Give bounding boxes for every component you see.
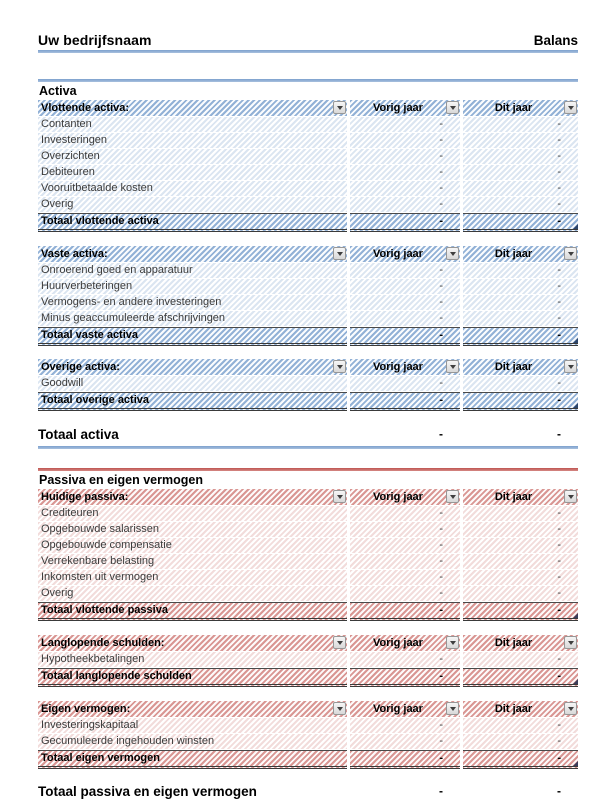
filter-button[interactable] (333, 702, 346, 715)
group-header-row (38, 489, 578, 505)
value-cell-dit-jaar[interactable]: - (463, 522, 578, 537)
account-row-label: Verrekenbare belasting (38, 554, 347, 569)
account-row-label: Overzichten (38, 149, 347, 164)
account-row (38, 133, 578, 148)
total-value-dit-jaar[interactable]: - (463, 602, 578, 621)
filter-dropdown-icon (337, 252, 343, 256)
value-cell-dit-jaar[interactable]: - (463, 586, 578, 601)
filter-dropdown-icon (337, 106, 343, 110)
column-header-vorig-jaar (350, 635, 460, 651)
account-row-label: Vooruitbetaalde kosten (38, 181, 347, 196)
value-cell-vorig-jaar[interactable]: - (350, 149, 460, 164)
column-header-vorig-jaar-label: Vorig jaar (373, 637, 423, 649)
account-group (38, 359, 578, 411)
column-header-dit-jaar (463, 635, 578, 651)
value-cell-vorig-jaar[interactable]: - (350, 522, 460, 537)
filter-button[interactable] (333, 360, 346, 373)
value-cell-vorig-jaar[interactable]: - (350, 165, 460, 180)
value-cell-vorig-jaar[interactable]: - (350, 652, 460, 667)
account-row-label: Minus geaccumuleerde afschrijvingen (38, 311, 347, 326)
group-total-row (38, 602, 578, 621)
assets-grand-total-cur-value[interactable]: - (557, 427, 561, 441)
filter-dropdown-icon (450, 495, 456, 499)
filter-button[interactable] (333, 101, 346, 114)
value-cell-dit-jaar[interactable]: - (463, 311, 578, 326)
column-header-dit-jaar (463, 100, 578, 116)
group-total-label: Totaal vlottende passiva (38, 602, 347, 621)
account-row-label: Crediteuren (38, 506, 347, 521)
value-cell-vorig-jaar[interactable]: - (350, 538, 460, 553)
value-cell-dit-jaar[interactable]: - (463, 652, 578, 667)
value-cell-dit-jaar[interactable]: - (463, 718, 578, 733)
column-header-dit-jaar-label: Dit jaar (494, 361, 533, 373)
total-value-dit-jaar[interactable]: - (463, 750, 578, 769)
total-value-vorig-jaar[interactable]: - (350, 392, 460, 411)
filter-dropdown-icon (568, 707, 574, 711)
filter-dropdown-icon (450, 641, 456, 645)
account-row-label: Hypotheekbetalingen (38, 652, 347, 667)
account-row-label: Opgebouwde compensatie (38, 538, 347, 553)
group-header-row (38, 359, 578, 375)
assets-grand-total-underline (38, 446, 578, 449)
assets-section (38, 79, 578, 449)
account-row (38, 197, 578, 212)
filter-button[interactable] (446, 636, 459, 649)
group-header-label: Langlopende schulden: (41, 637, 165, 649)
filter-dropdown-icon (450, 707, 456, 711)
value-cell-vorig-jaar[interactable]: - (350, 295, 460, 310)
value-cell-vorig-jaar[interactable]: - (350, 570, 460, 585)
value-cell-vorig-jaar[interactable]: - (350, 133, 460, 148)
account-row-label: Gecumuleerde ingehouden winsten (38, 734, 347, 749)
group-total-label: Totaal eigen vermogen (38, 750, 347, 769)
column-header-dit-jaar-label: Dit jaar (494, 248, 533, 260)
assets-grand-total-row (38, 424, 578, 445)
group-header-label: Vaste activa: (41, 248, 108, 260)
group-header (38, 359, 347, 375)
group-header-label: Huidige passiva: (41, 491, 129, 503)
account-group (38, 635, 578, 687)
value-cell-dit-jaar[interactable]: - (463, 117, 578, 132)
value-cell-dit-jaar[interactable]: - (463, 570, 578, 585)
group-header (38, 246, 347, 262)
liabilities-grand-total-label: Totaal passiva en eigen vermogen (38, 784, 257, 799)
account-row-label: Onroerend goed en apparatuur (38, 263, 347, 278)
account-row (38, 554, 578, 569)
liabilities-groups (38, 489, 578, 769)
filter-dropdown-icon (450, 252, 456, 256)
account-row (38, 734, 578, 749)
filter-button[interactable] (333, 247, 346, 260)
assets-grand-total-prev-value[interactable]: - (439, 427, 443, 441)
column-header-vorig-jaar (350, 489, 460, 505)
value-cell-vorig-jaar[interactable]: - (350, 311, 460, 326)
group-header-label: Vlottende activa: (41, 102, 130, 114)
account-row (38, 117, 578, 132)
account-row-label: Investeringskapitaal (38, 718, 347, 733)
title-row (38, 32, 578, 48)
value-cell-dit-jaar[interactable]: - (463, 165, 578, 180)
column-header-vorig-jaar (350, 246, 460, 262)
value-cell-vorig-jaar[interactable]: - (350, 279, 460, 294)
account-row-label: Overig (38, 197, 347, 212)
account-row (38, 522, 578, 537)
column-header-dit-jaar (463, 359, 578, 375)
account-row (38, 586, 578, 601)
group-header (38, 100, 347, 116)
value-cell-dit-jaar[interactable]: - (463, 181, 578, 196)
total-value-vorig-jaar[interactable]: - (350, 213, 460, 232)
value-cell-dit-jaar[interactable]: - (463, 554, 578, 569)
total-value-vorig-jaar[interactable]: - (350, 668, 460, 687)
group-header-row (38, 701, 578, 717)
column-header-dit-jaar-label: Dit jaar (494, 102, 533, 114)
total-value-dit-jaar[interactable]: - (463, 668, 578, 687)
filter-button[interactable] (564, 360, 577, 373)
value-cell-vorig-jaar[interactable]: - (350, 586, 460, 601)
value-cell-vorig-jaar[interactable]: - (350, 734, 460, 749)
account-row-label: Investeringen (38, 133, 347, 148)
group-total-label: Totaal langlopende schulden (38, 668, 347, 687)
document-title: Balans (533, 33, 578, 48)
account-group (38, 246, 578, 346)
column-header-vorig-jaar (350, 359, 460, 375)
group-header-label: Eigen vermogen: (41, 703, 131, 715)
value-cell-dit-jaar[interactable]: - (463, 149, 578, 164)
filter-dropdown-icon (337, 495, 343, 499)
group-total-label: Totaal vaste activa (38, 327, 347, 346)
filter-dropdown-icon (337, 641, 343, 645)
total-value-vorig-jaar[interactable]: - (350, 327, 460, 346)
value-cell-vorig-jaar[interactable]: - (350, 554, 460, 569)
account-row (38, 165, 578, 180)
group-total-row (38, 668, 578, 687)
liabilities-section-title: Passiva en eigen vermogen (39, 473, 203, 487)
filter-button[interactable] (446, 101, 459, 114)
account-row-label: Overig (38, 586, 347, 601)
filter-button[interactable] (446, 702, 459, 715)
group-total-label: Totaal overige activa (38, 392, 347, 411)
liabilities-grand-total-prev-value[interactable]: - (439, 784, 443, 798)
value-cell-dit-jaar[interactable]: - (463, 263, 578, 278)
filter-dropdown-icon (568, 495, 574, 499)
value-cell-vorig-jaar[interactable]: - (350, 181, 460, 196)
column-header-vorig-jaar (350, 701, 460, 717)
liabilities-grand-total-row (38, 781, 578, 802)
filter-button[interactable] (446, 247, 459, 260)
value-cell-vorig-jaar[interactable]: - (350, 263, 460, 278)
filter-button[interactable] (564, 636, 577, 649)
group-header-row (38, 246, 578, 262)
column-header-dit-jaar (463, 701, 578, 717)
filter-button[interactable] (333, 490, 346, 503)
group-total-label: Totaal vlottende activa (38, 213, 347, 232)
account-row-label: Huurverbeteringen (38, 279, 347, 294)
filter-dropdown-icon (337, 365, 343, 369)
account-row-label: Goodwill (38, 376, 347, 391)
account-group (38, 100, 578, 232)
group-total-row (38, 213, 578, 232)
account-row (38, 652, 578, 667)
filter-button[interactable] (564, 702, 577, 715)
assets-groups (38, 100, 578, 411)
account-row (38, 506, 578, 521)
account-group (38, 701, 578, 769)
total-value-vorig-jaar[interactable]: - (350, 750, 460, 769)
column-header-vorig-jaar-label: Vorig jaar (373, 102, 423, 114)
column-header-dit-jaar-label: Dit jaar (494, 703, 533, 715)
account-row (38, 149, 578, 164)
group-total-row (38, 750, 578, 769)
account-row (38, 311, 578, 326)
total-value-dit-jaar[interactable]: - (463, 392, 578, 411)
value-cell-vorig-jaar[interactable]: - (350, 506, 460, 521)
filter-dropdown-icon (568, 252, 574, 256)
group-header-row (38, 100, 578, 116)
value-cell-vorig-jaar[interactable]: - (350, 117, 460, 132)
column-header-dit-jaar (463, 489, 578, 505)
group-header-label: Overige activa: (41, 361, 120, 373)
column-header-dit-jaar-label: Dit jaar (494, 637, 533, 649)
account-row-label: Inkomsten uit vermogen (38, 570, 347, 585)
title-underline (38, 50, 578, 53)
account-row (38, 279, 578, 294)
total-value-vorig-jaar[interactable]: - (350, 602, 460, 621)
assets-section-title: Activa (39, 84, 77, 98)
value-cell-dit-jaar[interactable]: - (463, 506, 578, 521)
account-row (38, 263, 578, 278)
filter-button[interactable] (446, 360, 459, 373)
filter-button[interactable] (564, 101, 577, 114)
group-header (38, 489, 347, 505)
filter-button[interactable] (333, 636, 346, 649)
group-header (38, 635, 347, 651)
group-header-row (38, 635, 578, 651)
value-cell-vorig-jaar[interactable]: - (350, 718, 460, 733)
value-cell-dit-jaar[interactable]: - (463, 133, 578, 148)
account-row (38, 538, 578, 553)
account-row (38, 181, 578, 196)
liabilities-section (38, 468, 578, 802)
liabilities-grand-total-cur-value[interactable]: - (557, 784, 561, 798)
value-cell-dit-jaar[interactable]: - (463, 279, 578, 294)
filter-dropdown-icon (337, 707, 343, 711)
filter-dropdown-icon (568, 641, 574, 645)
column-header-vorig-jaar-label: Vorig jaar (373, 248, 423, 260)
value-cell-dit-jaar[interactable]: - (463, 376, 578, 391)
value-cell-dit-jaar[interactable]: - (463, 295, 578, 310)
filter-dropdown-icon (568, 106, 574, 110)
account-row (38, 718, 578, 733)
account-row-label: Opgebouwde salarissen (38, 522, 347, 537)
column-header-vorig-jaar-label: Vorig jaar (373, 491, 423, 503)
value-cell-dit-jaar[interactable]: - (463, 538, 578, 553)
column-header-vorig-jaar-label: Vorig jaar (373, 703, 423, 715)
filter-button[interactable] (564, 247, 577, 260)
column-header-dit-jaar (463, 246, 578, 262)
account-group (38, 489, 578, 621)
value-cell-dit-jaar[interactable]: - (463, 734, 578, 749)
filter-dropdown-icon (450, 365, 456, 369)
account-row-label: Debiteuren (38, 165, 347, 180)
value-cell-vorig-jaar[interactable]: - (350, 197, 460, 212)
column-header-vorig-jaar (350, 100, 460, 116)
account-row (38, 570, 578, 585)
account-row (38, 376, 578, 391)
account-row (38, 295, 578, 310)
value-cell-dit-jaar[interactable]: - (463, 197, 578, 212)
group-total-row (38, 392, 578, 411)
column-header-dit-jaar-label: Dit jaar (494, 491, 533, 503)
total-value-dit-jaar[interactable]: - (463, 327, 578, 346)
filter-dropdown-icon (568, 365, 574, 369)
group-header (38, 701, 347, 717)
total-value-dit-jaar[interactable]: - (463, 213, 578, 232)
column-header-vorig-jaar-label: Vorig jaar (373, 361, 423, 373)
filter-button[interactable] (446, 490, 459, 503)
group-total-row (38, 327, 578, 346)
company-name: Uw bedrijfsnaam (38, 32, 152, 48)
filter-dropdown-icon (450, 106, 456, 110)
assets-grand-total-label: Totaal activa (38, 427, 119, 442)
account-row-label: Contanten (38, 117, 347, 132)
account-row-label: Vermogens- en andere investeringen (38, 295, 347, 310)
filter-button[interactable] (564, 490, 577, 503)
value-cell-vorig-jaar[interactable]: - (350, 376, 460, 391)
